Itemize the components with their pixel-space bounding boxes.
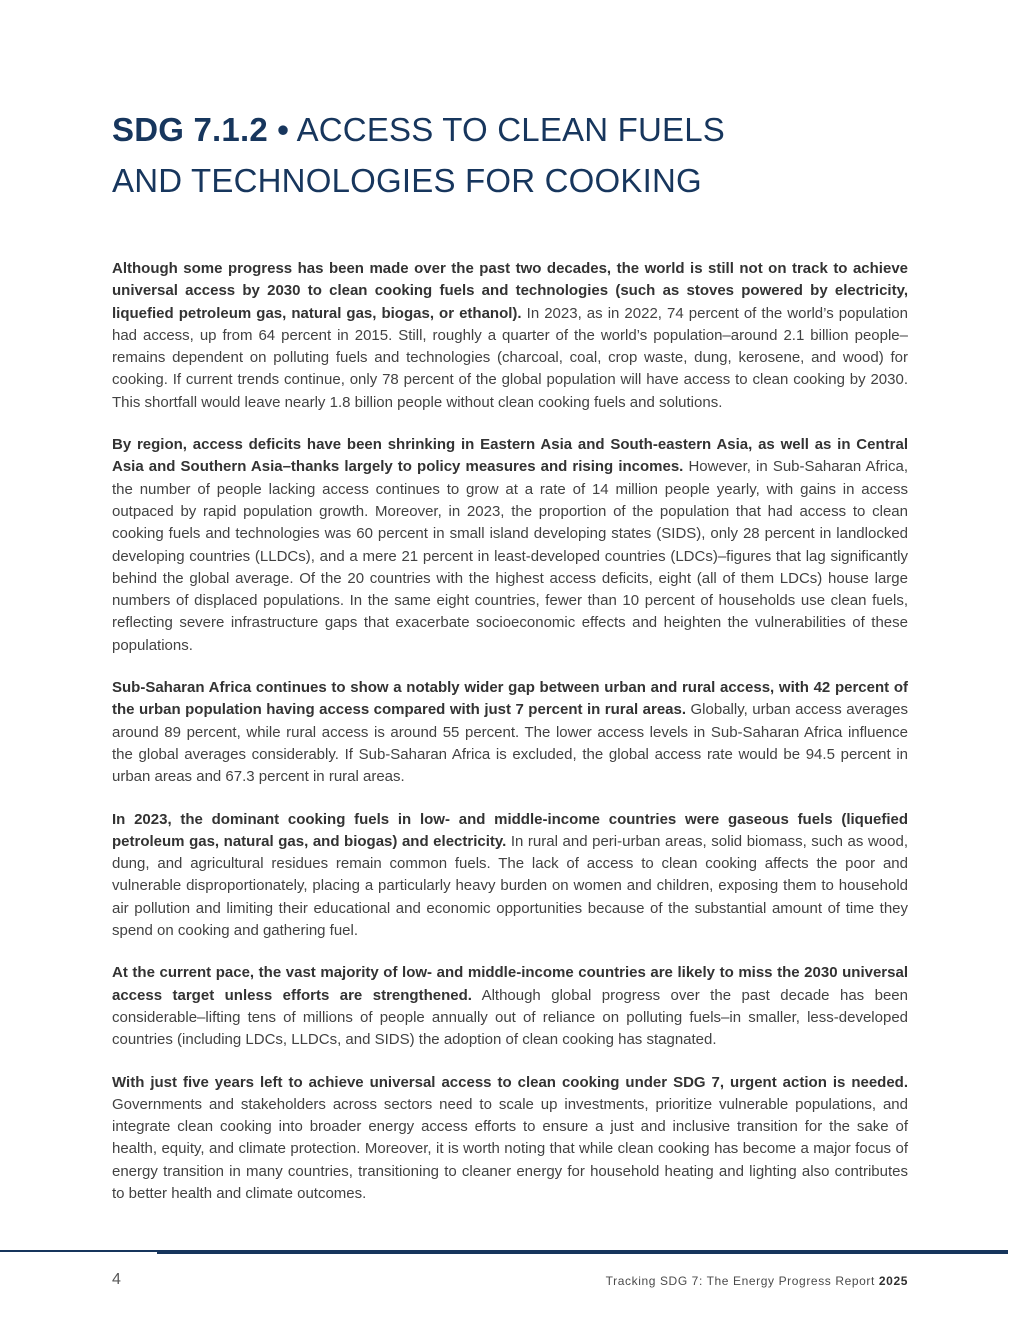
paragraph-2 [112,434,908,657]
paragraph-5 [112,962,908,1051]
paragraph-3-body: Globally, urban access averages around 89 percent, while rural access is around 55 percent. The lower access levels in Sub-Saharan Africa influence the global averages considerably. If Sub-Saharan Africa is excluded, the global access rate would be 94.5 percent in urban areas and 67.3 percent in rural areas. [112,701,908,786]
footer-report-year: 2025 [878,1274,908,1288]
paragraph-2-lead: By region, access deficits have been shrinking in Eastern Asia and South-eastern Asia, as well as in Central Asia and Southern Asia–thanks largely to policy measures and rising incomes. [112,436,908,476]
paragraph-3 [112,677,908,788]
footer-rule-main-segment [157,1250,1008,1254]
paragraph-4-body: In rural and peri-urban areas, solid biomass, such as wood, dung, and agricultural residues remain common fuels. The lack of access to clean cooking affects the poor and vulnerable disproportionately, placing a particularly heavy burden on women and children, exposing them to household air pollution and limiting their educational and economic opportunities because of the substantial amount of time they spend on cooking and gathering fuel. [112,832,908,940]
paragraph-5-body: Although global progress over the past decade has been considerable–lifting tens of millions of people annually out of reliance on polluting fuels–in smaller, less-developed countries (including LDCs, LLDCs, and SIDS) the adoption of clean cooking has stagnated. [112,986,908,1049]
paragraph-6-lead: With just five years left to achieve universal access to clean cooking under SDG 7, urgent action is needed. [112,1073,908,1091]
footer-report-title [606,1274,908,1288]
title-line1: ACCESS TO CLEAN FUELS [296,111,726,148]
page-title [112,104,912,206]
paragraph-2-body: However, in Sub-Saharan Africa, the number of people lacking access continues to grow at a rate of 14 million people yearly, with gains in access outpaced by rapid population growth. Moreover, in 2023, the proportion of the population that had access to clean cooking fuels and technologies was 60 percent in small island developing states (SIDS), only 28 percent in landlocked developing countries (LLDCs), and a mere 21 percent in least-developed countries (LDCs)–figures that lag significantly behind the global average. Of the 20 countries with the highest access deficits, eight (all of them LDCs) house large numbers of displaced populations. In the same eight countries, fewer than 10 percent of households use clean fuels, reflecting severe infrastructure gaps that exacerbate socioeconomic effects and heighten the vulnerabilities of these populations. [112,458,908,654]
footer-report-name: Tracking SDG 7: The Energy Progress Report [605,1274,875,1288]
paragraph-6 [112,1072,908,1206]
paragraph-1-body: In 2023, as in 2022, 74 percent of the world’s population had access, up from 64 percent in 2015. Still, roughly a quarter of the world’s population–around 2.1 billion people–remains dependent on polluting fuels and technologies (charcoal, coal, crop waste, dung, kerosene, and wood) for cooking. If current trends continue, only 78 percent of the global population will have access to clean cooking by 2030. This shortfall would leave nearly 1.8 billion people without clean cooking fuels and solutions. [112,304,908,411]
paragraph-4 [112,809,908,943]
paragraph-6-body: Governments and stakeholders across sectors need to scale up investments, prioritize vulnerable populations, and integrate clean cooking into broader energy access efforts to ensure a just and inclusive transition for the sake of health, equity, and climate protection. Moreover, it is worth noting that while clean cooking has become a major focus of energy transition in many countries, transitioning to cleaner energy for household heating and lighting also contributes to better health and climate outcomes. [112,1095,908,1202]
paragraph-1 [112,258,908,414]
paragraph-3-lead: Sub-Saharan Africa continues to show a notably wider gap between urban and rural access, with 42 percent of the urban population having access compared with just 7 percent in rural areas. [112,679,908,719]
title-line2: AND TECHNOLOGIES FOR COOKING [112,162,702,199]
paragraph-5-lead: At the current pace, the vast majority of low- and middle-income countries are likely to miss the 2030 universal access target unless efforts are strengthened. [112,964,908,1004]
body-content [112,258,908,1225]
footer-rule-left-segment [0,1250,157,1252]
paragraph-4-lead: In 2023, the dominant cooking fuels in low- and middle-income countries were gaseous fuels (liquefied petroleum gas, natural gas, and biogas) and electricity. [112,810,908,850]
page-number: 4 [112,1271,121,1288]
title-section-number: SDG 7.1.2 • [112,111,289,148]
paragraph-1-lead: Although some progress has been made over the past two decades, the world is still not on track to achieve universal access by 2030 to clean cooking fuels and technologies (such as stoves powered by electricity, liquefied petroleum gas, natural gas, biogas, or ethanol). [112,260,908,322]
